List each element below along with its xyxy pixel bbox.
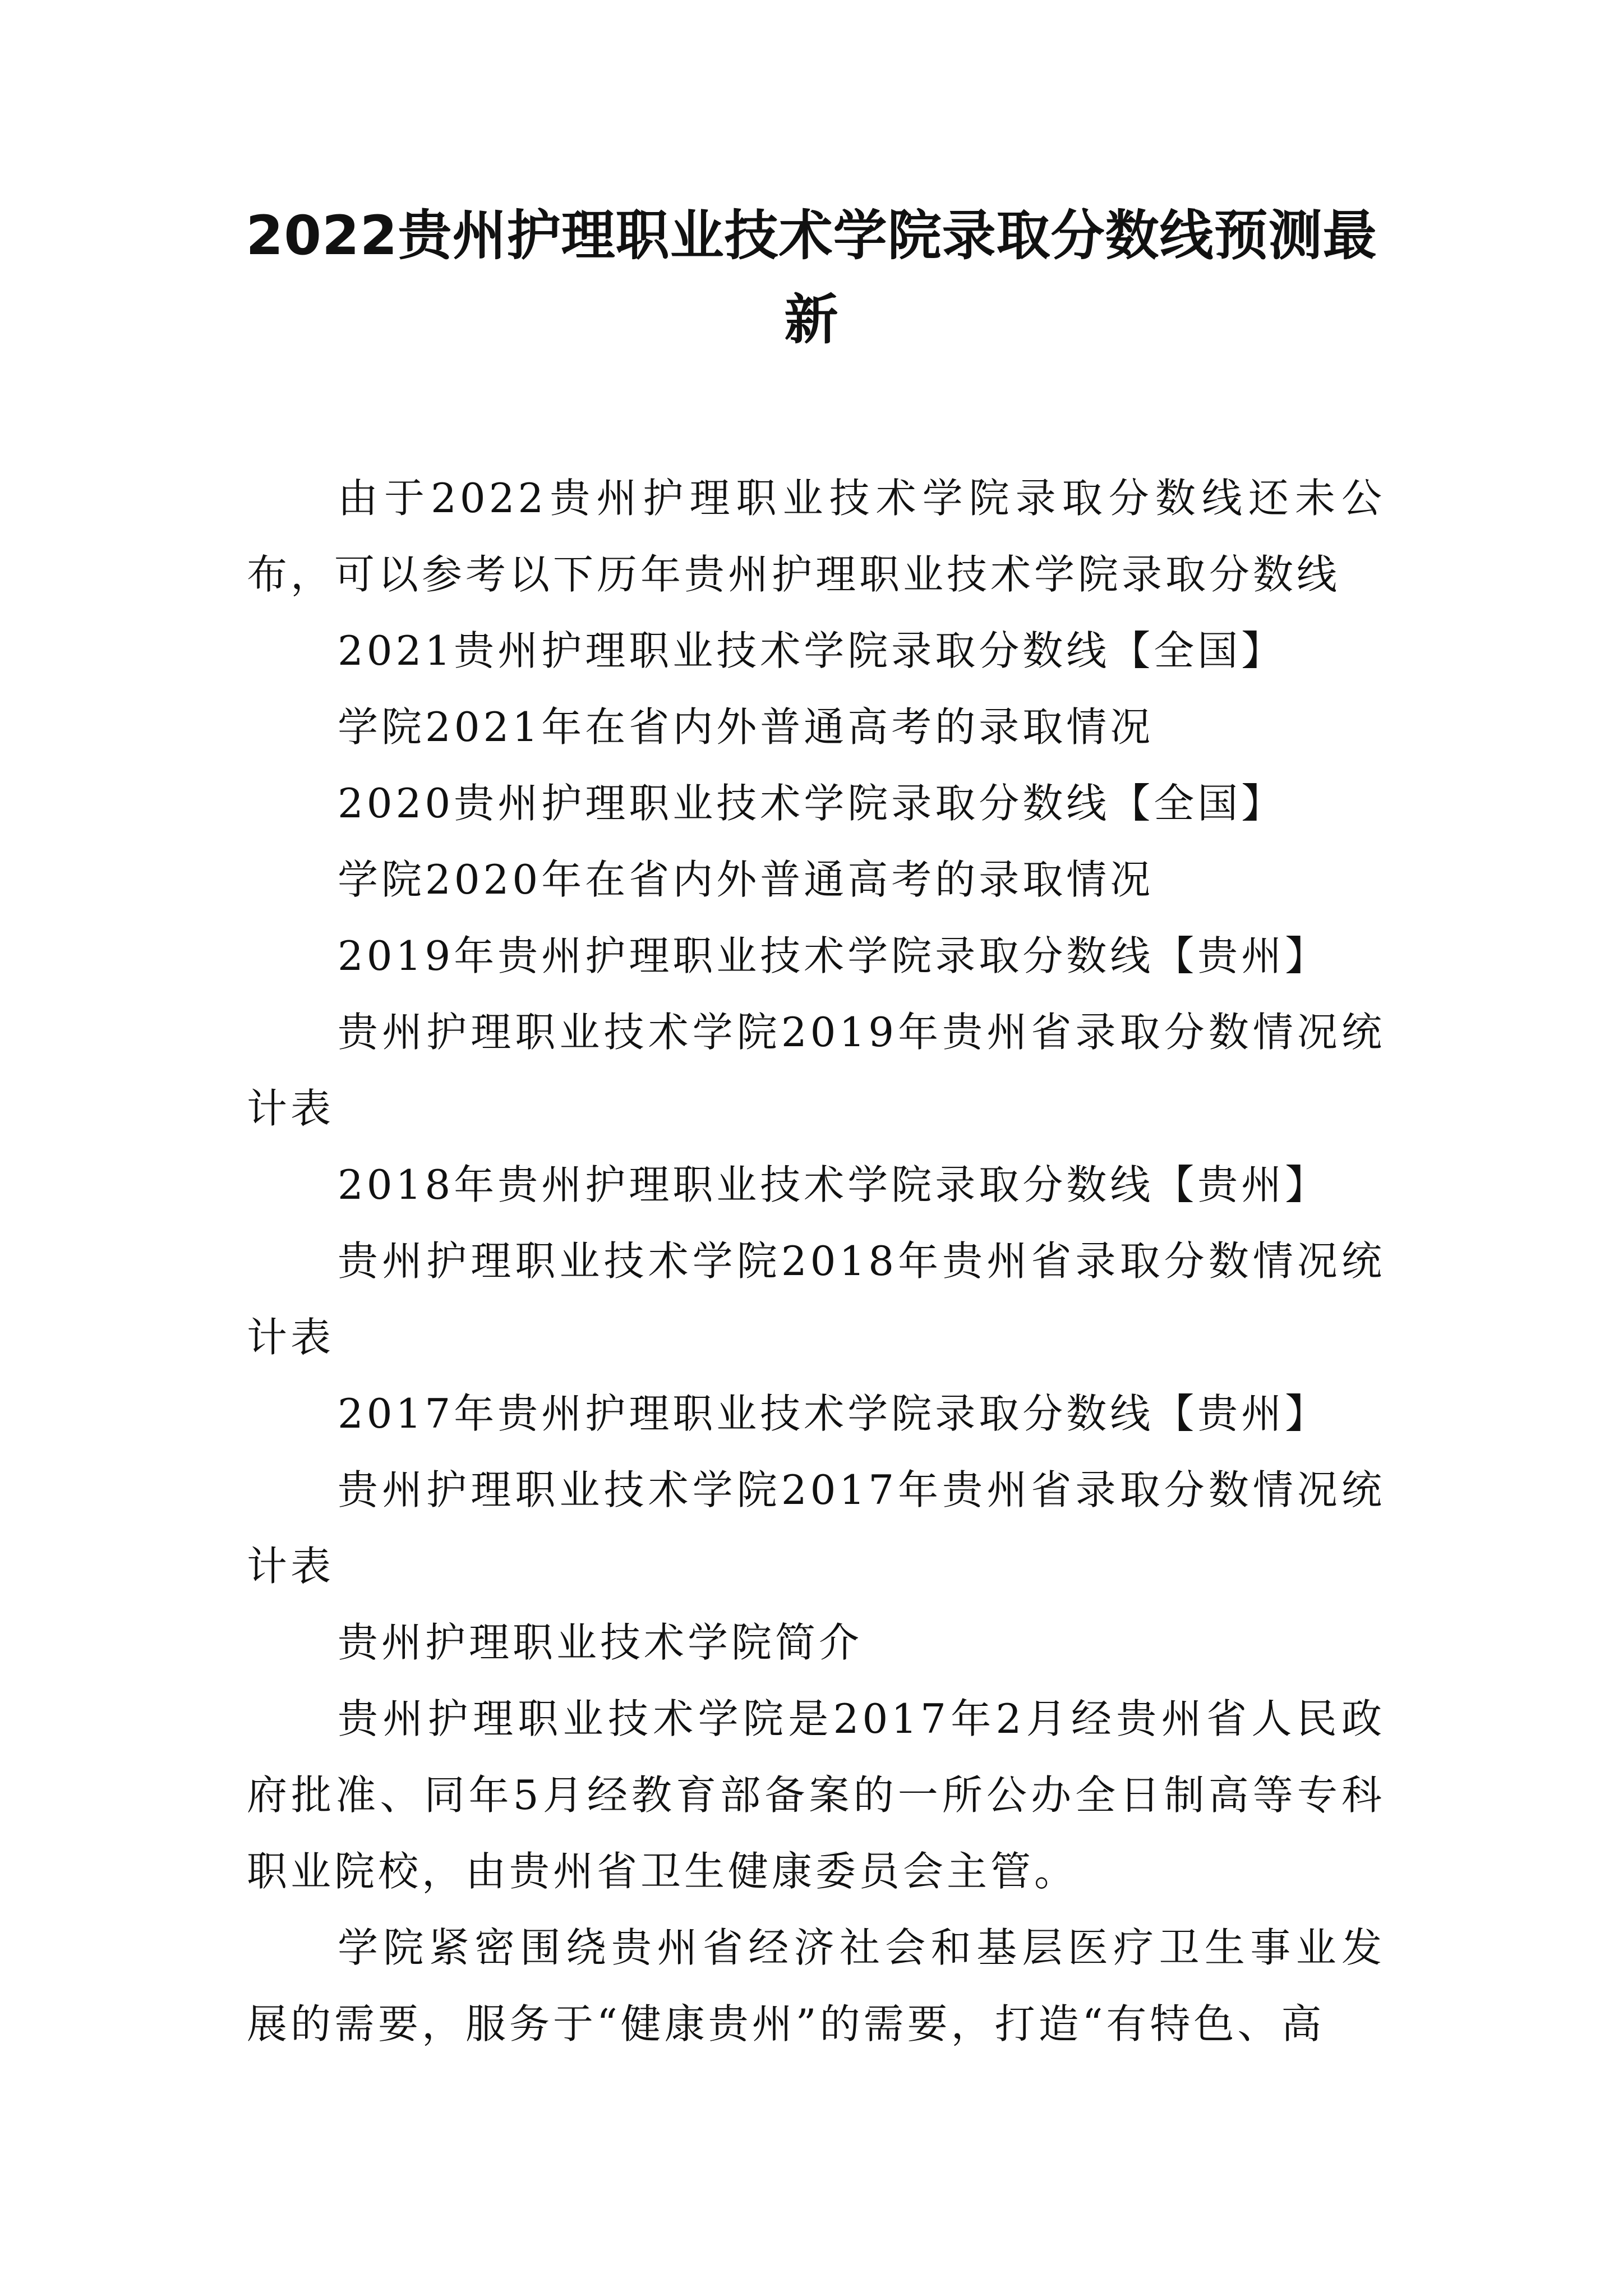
paragraph-2017-scores: 2017年贵州护理职业技术学院录取分数线【贵州】 xyxy=(338,1390,1329,1437)
paragraph-2019-table: 贵州护理职业技术学院2019年贵州省录取分数情况统计表 xyxy=(247,1009,1385,1132)
paragraph-2019-scores: 2019年贵州护理职业技术学院录取分数线【贵州】 xyxy=(338,932,1329,979)
paragraph-college-mission: 学院紧密围绕贵州省经济社会和基层医疗卫生事业发展的需要，服务于“健康贵州”的需要，打造“有特色、高 xyxy=(247,1924,1385,2047)
paragraph-2021-admission: 学院2021年在省内外普通高考的录取情况 xyxy=(338,703,1154,751)
paragraph-2018-table: 贵州护理职业技术学院2018年贵州省录取分数情况统计表 xyxy=(247,1237,1385,1361)
paragraph-intro: 由于2022贵州护理职业技术学院录取分数线还未公布，可以参考以下历年贵州护理职业技术学院录取分数线 xyxy=(247,475,1385,598)
paragraph-2017-table: 贵州护理职业技术学院2017年贵州省录取分数情况统计表 xyxy=(247,1466,1385,1590)
paragraph-2020-scores: 2020贵州护理职业技术学院录取分数线【全国】 xyxy=(338,780,1285,827)
paragraph-2020-admission: 学院2020年在省内外普通高考的录取情况 xyxy=(338,856,1154,903)
document-title: 2022贵州护理职业技术学院录取分数线预测最新 xyxy=(246,204,1377,351)
paragraph-intro-heading: 贵州护理职业技术学院简介 xyxy=(338,1619,863,1666)
document-body xyxy=(247,460,1385,2062)
paragraph-2021-scores: 2021贵州护理职业技术学院录取分数线【全国】 xyxy=(338,627,1285,674)
paragraph-college-overview: 贵州护理职业技术学院是2017年2月经贵州省人民政府批准、同年5月经教育部备案的一所公办全日制高等专科职业院校，由贵州省卫生健康委员会主管。 xyxy=(247,1695,1385,1895)
paragraph-2018-scores: 2018年贵州护理职业技术学院录取分数线【贵州】 xyxy=(338,1161,1329,1208)
